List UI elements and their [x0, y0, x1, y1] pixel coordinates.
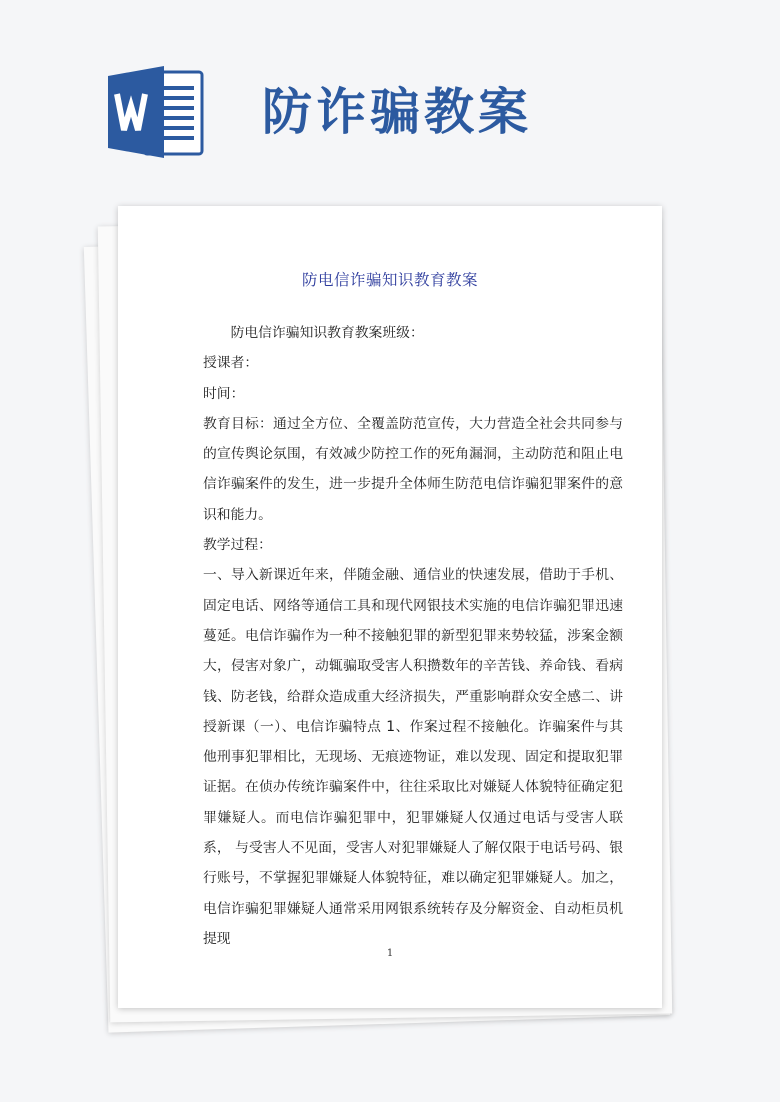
- process-heading: 教学过程：: [203, 537, 272, 554]
- header-banner: [0, 0, 780, 200]
- document-body: [203, 318, 623, 954]
- teacher-line: 授课者：: [203, 355, 259, 372]
- document-title: 防电信诈骗知识教育教案: [301, 271, 478, 289]
- word-document-icon: [108, 66, 204, 158]
- body-paragraph: 一、导入新课近年来，伴随金融、通信业的快速发展，借助于手机、固定电话、网络等通信工具和现代网银技术实施的电信诈骗犯罪迅速蔓延。电信诈骗作为一种不接触犯罪的新型犯罪来势较猛，涉案金额大，侵害对象广，动辄骗取受害人积攒数年的辛苦钱、养命钱、看病钱、防老钱，给群众造成重大经济损失，严重影响群众安全感二、讲授新课（一）、电信诈骗特点 1、作案过程不接触化。诈骗案件与其他刑事犯罪相比，无现场、无痕迹物证，难以发现、固定和提取犯罪证据。在侦办传统诈骗案件中，往往采取比对嫌疑人体貌特征确定犯罪嫌疑人。而电信诈骗犯罪中，犯罪嫌疑人仅通过电话与受害人联系， 与受害人不见面，受害人对犯罪嫌疑人了解仅限于电话号码、银行账号，不掌握犯罪嫌疑人体貌特征，难以确定犯罪嫌疑人。加之，电信诈骗犯罪嫌疑人通常采用网银系统转存及分解资金、自动柜员机提现: [203, 567, 623, 947]
- page-number: 1: [386, 948, 394, 959]
- page-title: 防诈骗教案: [262, 82, 532, 141]
- time-line: 时间：: [203, 385, 245, 402]
- class-line: 防电信诈骗知识教育教案班级：: [230, 325, 424, 341]
- goal-paragraph: 教育目标：通过全方位、全覆盖防范宣传，大力营造全社会共同参与的宣传舆论氛围，有效减少防控工作的死角漏洞，主动防范和阻止电信诈骗案件的发生，进一步提升全体师生防范电信诈骗犯罪案件的意识和能力。: [203, 415, 623, 523]
